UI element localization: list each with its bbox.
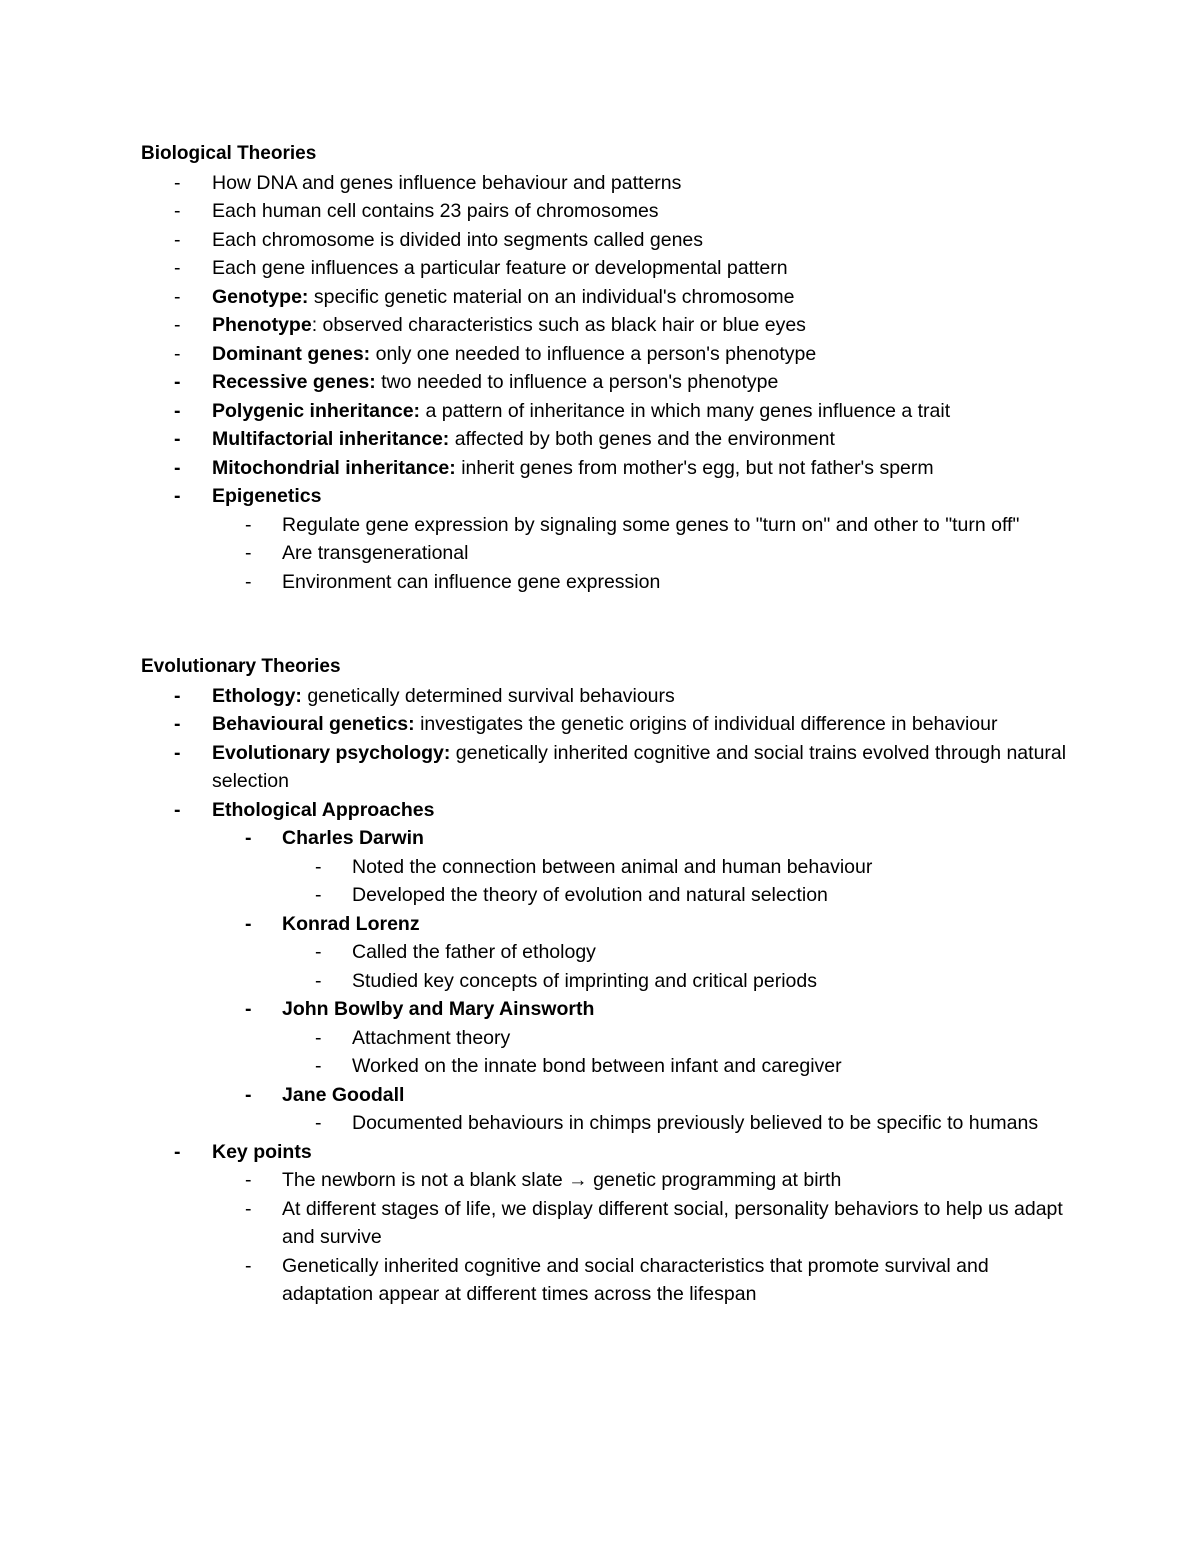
bullet-dash: - xyxy=(245,1169,252,1191)
bullet-dash: - xyxy=(174,171,181,194)
bullet-dash: - xyxy=(245,1083,252,1106)
item-text: Genetically inherited cognitive and social characteristics that promote survival and adaptation appear at different times across the lifespan xyxy=(282,1254,989,1305)
list-item xyxy=(141,539,1081,568)
bullet-dash: - xyxy=(245,542,252,564)
list-item xyxy=(141,568,1081,597)
bullet-dash: - xyxy=(174,713,181,735)
person-name: Konrad Lorenz xyxy=(282,912,420,935)
item-text: inherit genes from mother's egg, but not father's sperm xyxy=(455,456,934,479)
item-term: Behavioural genetics: xyxy=(212,713,415,735)
list-item xyxy=(141,1024,1081,1053)
item-term: Recessive genes: xyxy=(212,371,376,393)
list-item xyxy=(141,368,1081,397)
bullet-dash: - xyxy=(174,485,181,507)
bullet-dash: - xyxy=(174,200,181,222)
list-item xyxy=(141,254,1081,283)
bullet-dash: - xyxy=(174,371,181,393)
item-term: Dominant genes: xyxy=(212,342,371,365)
evolutionary-theories-section xyxy=(141,653,1081,1309)
bullet-dash: - xyxy=(174,684,181,707)
item-heading: Key points xyxy=(212,1140,312,1163)
item-text: At different stages of life, we display different social, personality behaviors to help us adapt and survive xyxy=(282,1197,1063,1248)
biological-theories-section xyxy=(141,140,1081,596)
bullet-dash: - xyxy=(174,741,181,764)
evolutionary-list xyxy=(141,682,1081,1309)
list-item xyxy=(141,1081,1081,1110)
list-item xyxy=(141,881,1081,910)
bullet-dash: - xyxy=(245,912,252,935)
item-text: two needed to influence a person's phenotype xyxy=(375,371,779,393)
item-heading: Ethological Approaches xyxy=(212,798,435,821)
list-item xyxy=(141,995,1081,1024)
bullet-dash: - xyxy=(245,827,252,849)
bullet-dash: - xyxy=(315,884,322,906)
list-item xyxy=(141,397,1081,426)
item-term: Ethology: xyxy=(212,684,302,707)
list-item xyxy=(141,340,1081,369)
item-text: The newborn is not a blank slate → genetic programming at birth xyxy=(282,1169,842,1191)
list-item xyxy=(141,1138,1081,1167)
item-term: Mitochondrial inheritance: xyxy=(212,456,456,479)
list-item xyxy=(141,425,1081,454)
item-text: Environment can influence gene expression xyxy=(282,570,661,593)
item-text: Developed the theory of evolution and natural selection xyxy=(352,884,828,906)
bullet-dash: - xyxy=(174,314,181,336)
bullet-dash: - xyxy=(315,1026,322,1049)
list-item xyxy=(141,1109,1081,1138)
list-item xyxy=(141,311,1081,340)
bullet-dash: - xyxy=(245,513,252,536)
list-item xyxy=(141,511,1081,540)
bullet-dash: - xyxy=(174,456,181,479)
bullet-dash: - xyxy=(174,798,181,821)
person-name: John Bowlby and Mary Ainsworth xyxy=(282,998,595,1020)
list-item xyxy=(141,226,1081,255)
item-text: Called the father of ethology xyxy=(352,941,596,963)
list-item xyxy=(141,1052,1081,1081)
bullet-dash: - xyxy=(174,228,181,251)
list-item xyxy=(141,197,1081,226)
item-term: Genotype: xyxy=(212,285,309,308)
bullet-dash: - xyxy=(174,257,181,279)
list-item xyxy=(141,796,1081,825)
item-text: Studied key concepts of imprinting and critical periods xyxy=(352,969,817,992)
bullet-dash: - xyxy=(174,399,181,422)
list-item xyxy=(141,1195,1081,1252)
list-item xyxy=(141,853,1081,882)
item-term: Evolutionary psychology: xyxy=(212,741,451,764)
item-term: Multifactorial inheritance: xyxy=(212,428,450,450)
bullet-dash: - xyxy=(315,1055,322,1077)
section-heading: Evolutionary Theories xyxy=(141,656,341,677)
item-text: Regulate gene expression by signaling some genes to "turn on" and other to "turn off" xyxy=(282,513,1020,536)
item-text: only one needed to influence a person's phenotype xyxy=(370,342,817,365)
item-text: Noted the connection between animal and human behaviour xyxy=(352,855,873,878)
bullet-dash: - xyxy=(245,998,252,1020)
item-text: How DNA and genes influence behaviour and patterns xyxy=(212,171,682,194)
item-text: genetically inherited cognitive and social trains evolved through natural selection xyxy=(212,741,1067,792)
list-item xyxy=(141,967,1081,996)
item-text: investigates the genetic origins of individual difference in behaviour xyxy=(414,713,998,735)
section-heading: Biological Theories xyxy=(141,143,317,164)
list-item xyxy=(141,824,1081,853)
list-item xyxy=(141,710,1081,739)
bullet-dash: - xyxy=(174,1140,181,1163)
bullet-dash: - xyxy=(245,1254,252,1277)
person-name: Jane Goodall xyxy=(282,1083,405,1106)
list-item xyxy=(141,682,1081,711)
bullet-dash: - xyxy=(315,1112,322,1134)
biological-list xyxy=(141,169,1081,597)
item-text: affected by both genes and the environment xyxy=(449,428,835,450)
list-item xyxy=(141,169,1081,198)
item-term: Polygenic inheritance: xyxy=(212,399,421,422)
item-text: Worked on the innate bond between infant and caregiver xyxy=(352,1055,842,1077)
item-text: Documented behaviours in chimps previously believed to be specific to humans xyxy=(352,1112,1039,1134)
list-item xyxy=(141,283,1081,312)
bullet-dash: - xyxy=(174,342,181,365)
list-item xyxy=(141,1166,1081,1195)
list-item xyxy=(141,739,1081,796)
bullet-dash: - xyxy=(245,1197,252,1220)
list-item xyxy=(141,910,1081,939)
list-item xyxy=(141,1252,1081,1309)
item-text: specific genetic material on an individual's chromosome xyxy=(308,285,795,308)
bullet-dash: - xyxy=(315,941,322,963)
item-term: Epigenetics xyxy=(212,485,322,507)
item-term: Phenotype xyxy=(212,314,312,336)
item-text: Each human cell contains 23 pairs of chromosomes xyxy=(212,200,659,222)
item-text: Are transgenerational xyxy=(282,542,469,564)
item-text: : observed characteristics such as black hair or blue eyes xyxy=(311,314,806,336)
bullet-dash: - xyxy=(315,855,322,878)
bullet-dash: - xyxy=(174,428,181,450)
item-text: Each gene influences a particular feature or developmental pattern xyxy=(212,257,788,279)
list-item xyxy=(141,454,1081,483)
bullet-dash: - xyxy=(174,285,181,308)
bullet-dash: - xyxy=(315,969,322,992)
item-text: genetically determined survival behaviours xyxy=(301,684,675,707)
list-item xyxy=(141,938,1081,967)
bullet-dash: - xyxy=(245,570,252,593)
list-item xyxy=(141,482,1081,511)
person-name: Charles Darwin xyxy=(282,827,424,849)
item-text: a pattern of inheritance in which many genes influence a trait xyxy=(420,399,951,422)
item-text: Each chromosome is divided into segments called genes xyxy=(212,228,704,251)
item-text: Attachment theory xyxy=(352,1026,511,1049)
